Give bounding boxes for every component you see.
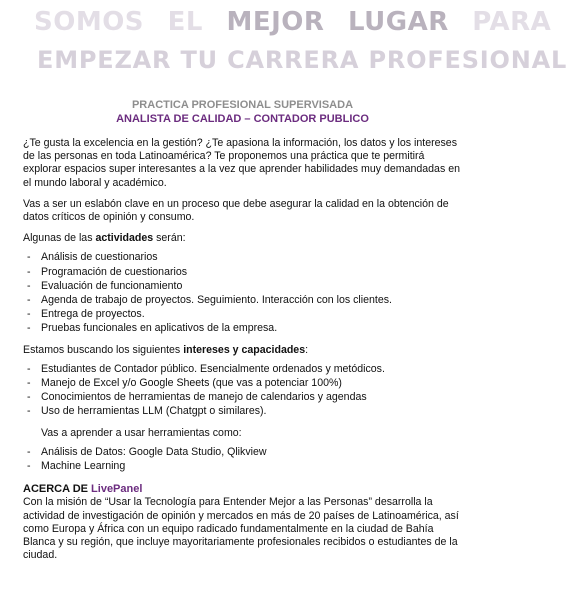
interests-list xyxy=(23,363,463,419)
document-body xyxy=(23,137,463,570)
tools-heading: Vas a aprender a usar herramientas como: xyxy=(41,426,242,439)
list-item: - Machine Learning xyxy=(23,460,463,473)
interests-prefix: Estamos buscando los siguientes xyxy=(23,343,184,356)
about-brand: LivePanel xyxy=(91,483,143,496)
list-item: - Manejo de Excel y/o Google Sheets (que vas a potenciar 100%) xyxy=(23,377,463,390)
hero-line-2: EMPEZAR TU CARRERA PROFESIONAL xyxy=(37,46,567,74)
list-item: - Análisis de Datos: Google Data Studio, Qlikview xyxy=(23,446,463,459)
tools-list xyxy=(23,446,463,473)
intro-paragraph: ¿Te gusta la excelencia en la gestión? ¿Te apasiona la información, los datos y los intereses de las personas en toda Latinoamérica? Te proponemos una práctica que te permitirá explorar espacios super interesantes a la vez que aprender habilidades muy demandadas en el mundo laboral y académico. xyxy=(23,137,460,189)
interests-heading xyxy=(23,344,463,357)
list-item: - Agenda de trabajo de proyectos. Seguimiento. Interacción con los clientes. xyxy=(23,294,463,307)
hero-line-1 xyxy=(34,8,551,36)
interests-suffix: : xyxy=(305,343,309,356)
list-item: - Estudiantes de Contador público. Esencialmente ordenados y metódicos. xyxy=(23,363,463,376)
hero-word: MEJOR xyxy=(226,7,325,37)
list-item: - Análisis de cuestionarios xyxy=(23,251,463,264)
list-item: - Entrega de proyectos. xyxy=(23,308,463,321)
list-item: - Conocimientos de herramientas de manejo de calendarios y agendas xyxy=(23,391,463,404)
page-title: ANALISTA DE CALIDAD – CONTADOR PUBLICO xyxy=(116,113,369,125)
activities-list xyxy=(23,251,463,335)
role-paragraph: Vas a ser un eslabón clave en un proceso que debe asegurar la calidad en la obtención de datos críticos de opinión y consumo. xyxy=(23,197,449,224)
activities-prefix: Algunas de las xyxy=(23,232,96,245)
about-heading xyxy=(23,483,463,496)
list-item: - Uso de herramientas LLM (Chatgpt o similares). xyxy=(23,405,463,418)
hero-word: EL xyxy=(167,7,203,37)
page-subtitle: PRACTICA PROFESIONAL SUPERVISADA xyxy=(131,99,354,111)
interests-bold: intereses y capacidades xyxy=(183,343,306,356)
hero-word: SOMOS xyxy=(34,7,145,37)
hero-word: LUGAR xyxy=(347,7,449,37)
about-prefix: ACERCA DE xyxy=(23,483,92,496)
hero-word: PARA xyxy=(472,7,552,37)
activities-suffix: serán: xyxy=(153,232,186,245)
list-item: - Evaluación de funcionamiento xyxy=(23,280,463,293)
about-paragraph: Con la misión de “Usar la Tecnología para Entender Mejor a las Personas” desarrolla la actividad de investigación de opinión y mercados en más de 20 países de Latinoamérica, así como Europa y África con un equipo radicado fundamentalmente en la ciudad de Bahía Blanca y su región, que incluye mayoritariamente profesionales recibidos o estudiantes de la ciudad. xyxy=(23,496,459,562)
list-item: - Programación de cuestionarios xyxy=(23,266,463,279)
activities-bold: actividades xyxy=(95,232,154,245)
list-item: - Pruebas funcionales en aplicativos de la empresa. xyxy=(23,322,463,335)
activities-heading xyxy=(23,232,463,245)
hero-banner xyxy=(0,0,567,90)
